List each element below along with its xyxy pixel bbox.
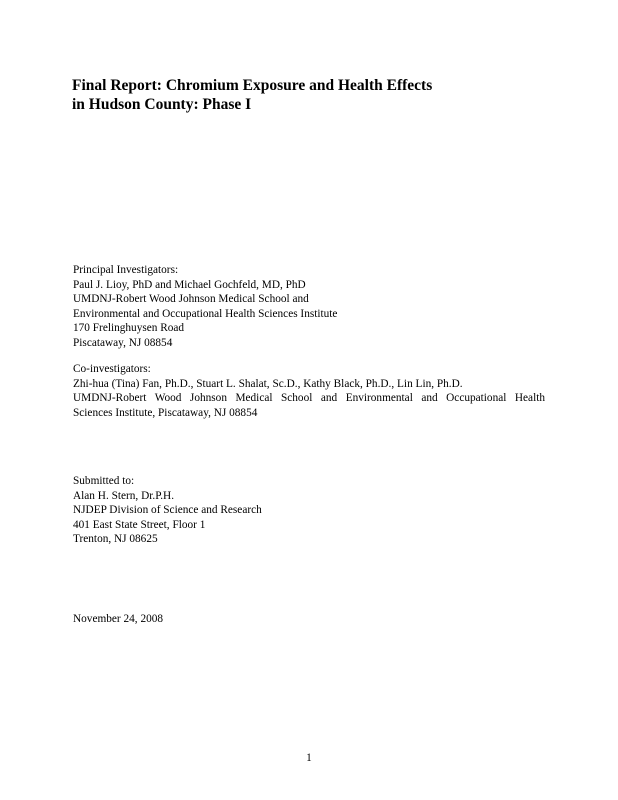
- title-line-2: in Hudson County: Phase I: [72, 96, 252, 113]
- submitted-address-line-2: Trenton, NJ 08625: [73, 533, 158, 546]
- principal-investigators-section: [73, 263, 548, 351]
- pi-institution-line-1: UMDNJ-Robert Wood Johnson Medical School and: [73, 293, 309, 306]
- submitted-heading: Submitted to:: [73, 475, 135, 487]
- submitted-address-line-1: 401 East State Street, Floor 1: [73, 518, 206, 531]
- co-names: Zhi-hua (Tina) Fan, Ph.D., Stuart L. Shalat, Sc.D., Kathy Black, Ph.D., Lin Lin, Ph.D.: [73, 377, 463, 390]
- pi-institution-line-2: Environmental and Occupational Health Sciences Institute: [73, 307, 338, 320]
- report-date: November 24, 2008: [73, 613, 164, 625]
- pi-address-line-1: 170 Frelinghuysen Road: [73, 322, 185, 335]
- co-institution-line-1: UMDNJ-Robert Wood Johnson Medical School and Environmental and Occupational Health: [73, 392, 545, 405]
- pi-address-line-2: Piscataway, NJ 08854: [73, 336, 173, 349]
- title-line-1: Final Report: Chromium Exposure and Health Effects: [72, 77, 433, 94]
- co-investigators-section: [73, 362, 548, 420]
- submitted-to-section: [73, 474, 548, 547]
- submitted-organization: NJDEP Division of Science and Research: [73, 504, 262, 517]
- page-number: 1: [306, 752, 312, 764]
- pi-heading: Principal Investigators:: [73, 264, 179, 276]
- pi-names: Paul J. Lioy, PhD and Michael Gochfeld, MD, PhD: [73, 278, 306, 291]
- co-heading: Co-investigators:: [73, 363, 151, 375]
- co-institution-line-2: Sciences Institute, Piscataway, NJ 08854: [73, 406, 258, 419]
- report-date-section: [73, 612, 548, 627]
- submitted-name: Alan H. Stern, Dr.P.H.: [73, 489, 175, 502]
- report-title: [72, 76, 542, 114]
